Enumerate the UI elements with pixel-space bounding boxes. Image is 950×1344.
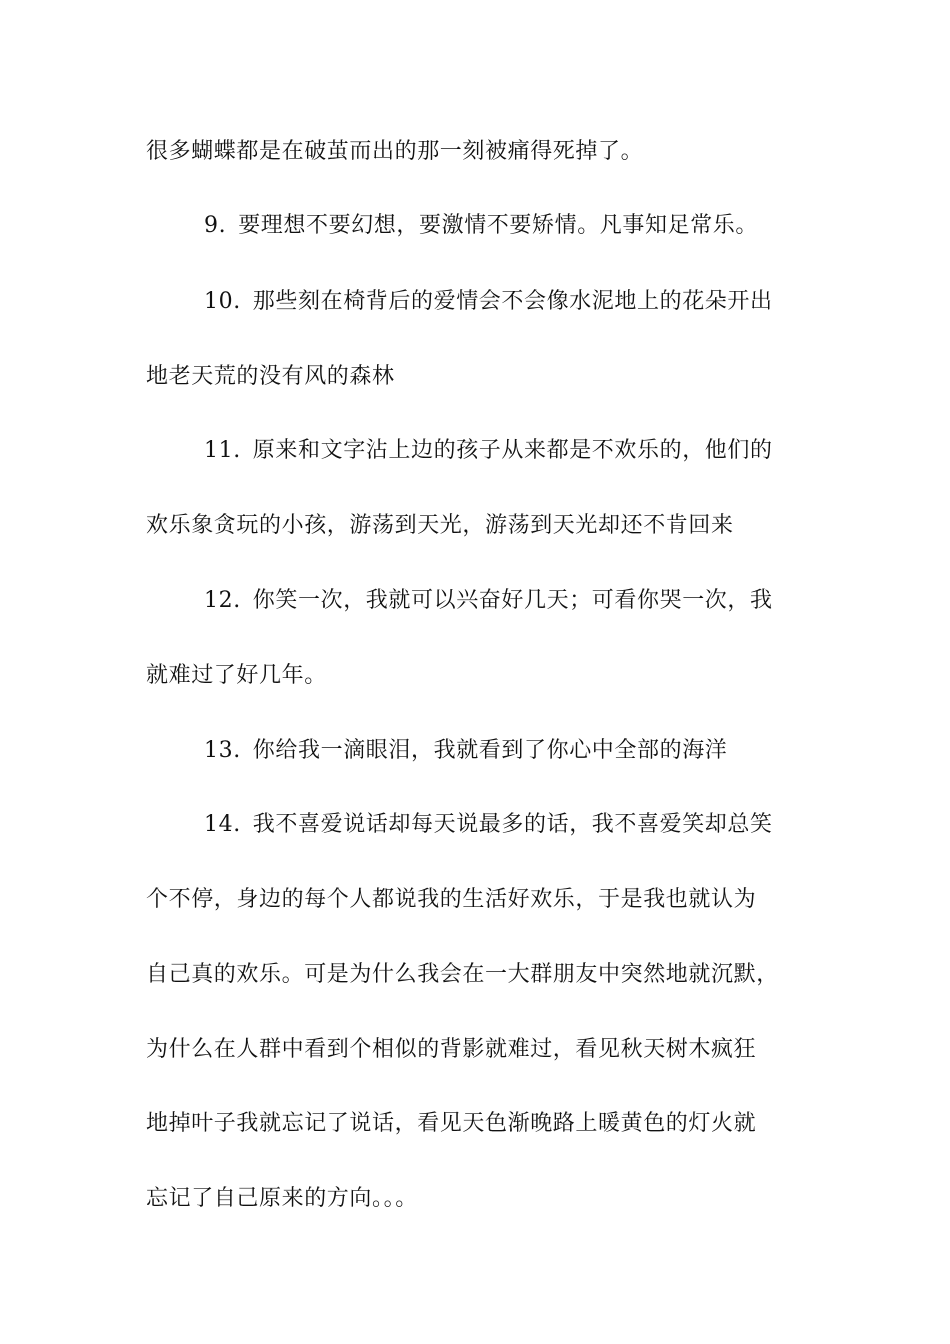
item-number: 13. <box>204 738 241 763</box>
line-text: 要理想不要幻想，要激情不要矫情。凡事知足常乐。 <box>238 213 759 238</box>
text-line <box>146 661 836 691</box>
list-item-11 <box>204 436 894 466</box>
line-text: 自己真的欢乐。可是为什么我会在一大群朋友中突然地就沉默， <box>146 962 779 987</box>
line-text: 很多蝴蝶都是在破茧而出的那一刻被痛得死掉了。 <box>146 139 644 164</box>
line-text: 那些刻在椅背后的爱情会不会像水泥地上的花朵开出 <box>252 289 773 314</box>
line-text: 就难过了好几年。 <box>146 663 327 688</box>
text-line <box>146 960 836 990</box>
list-item-14 <box>204 810 894 840</box>
list-item-13 <box>204 736 894 766</box>
line-text: 个不停，身边的每个人都说我的生活好欢乐，于是我也就认为 <box>146 887 757 912</box>
text-line <box>146 137 836 167</box>
item-number: 12. <box>204 588 241 613</box>
list-item-10 <box>204 287 894 317</box>
item-number: 10. <box>204 289 241 314</box>
item-number: 14. <box>204 812 241 837</box>
line-text: 你给我一滴眼泪，我就看到了你心中全部的海洋 <box>252 738 728 763</box>
line-text: 为什么在人群中看到个相似的背影就难过，看见秋天树木疯狂 <box>146 1037 757 1062</box>
text-line <box>146 362 836 392</box>
list-item-12 <box>204 586 894 616</box>
text-line <box>146 1035 836 1065</box>
line-text: 忘记了自己原来的方向。。。 <box>146 1186 418 1211</box>
line-text: 我不喜爱说话却每天说最多的话，我不喜爱笑却总笑 <box>252 812 773 837</box>
text-line <box>146 511 836 541</box>
line-text: 你笑一次，我就可以兴奋好几天；可看你哭一次，我 <box>252 588 773 613</box>
list-item-9 <box>204 211 894 241</box>
text-line <box>146 1184 836 1214</box>
line-text: 地掉叶子我就忘记了说话，看见天色渐晚路上暖黄色的灯火就 <box>146 1111 757 1136</box>
line-text: 欢乐象贪玩的小孩，游荡到天光，游荡到天光却还不肯回来 <box>146 513 734 538</box>
text-line <box>146 1109 836 1139</box>
item-number: 9. <box>204 213 227 238</box>
line-text: 地老天荒的没有风的森林 <box>146 364 395 389</box>
text-line <box>146 885 836 915</box>
line-text: 原来和文字沾上边的孩子从来都是不欢乐的，他们的 <box>252 438 773 463</box>
item-number: 11. <box>204 438 241 463</box>
